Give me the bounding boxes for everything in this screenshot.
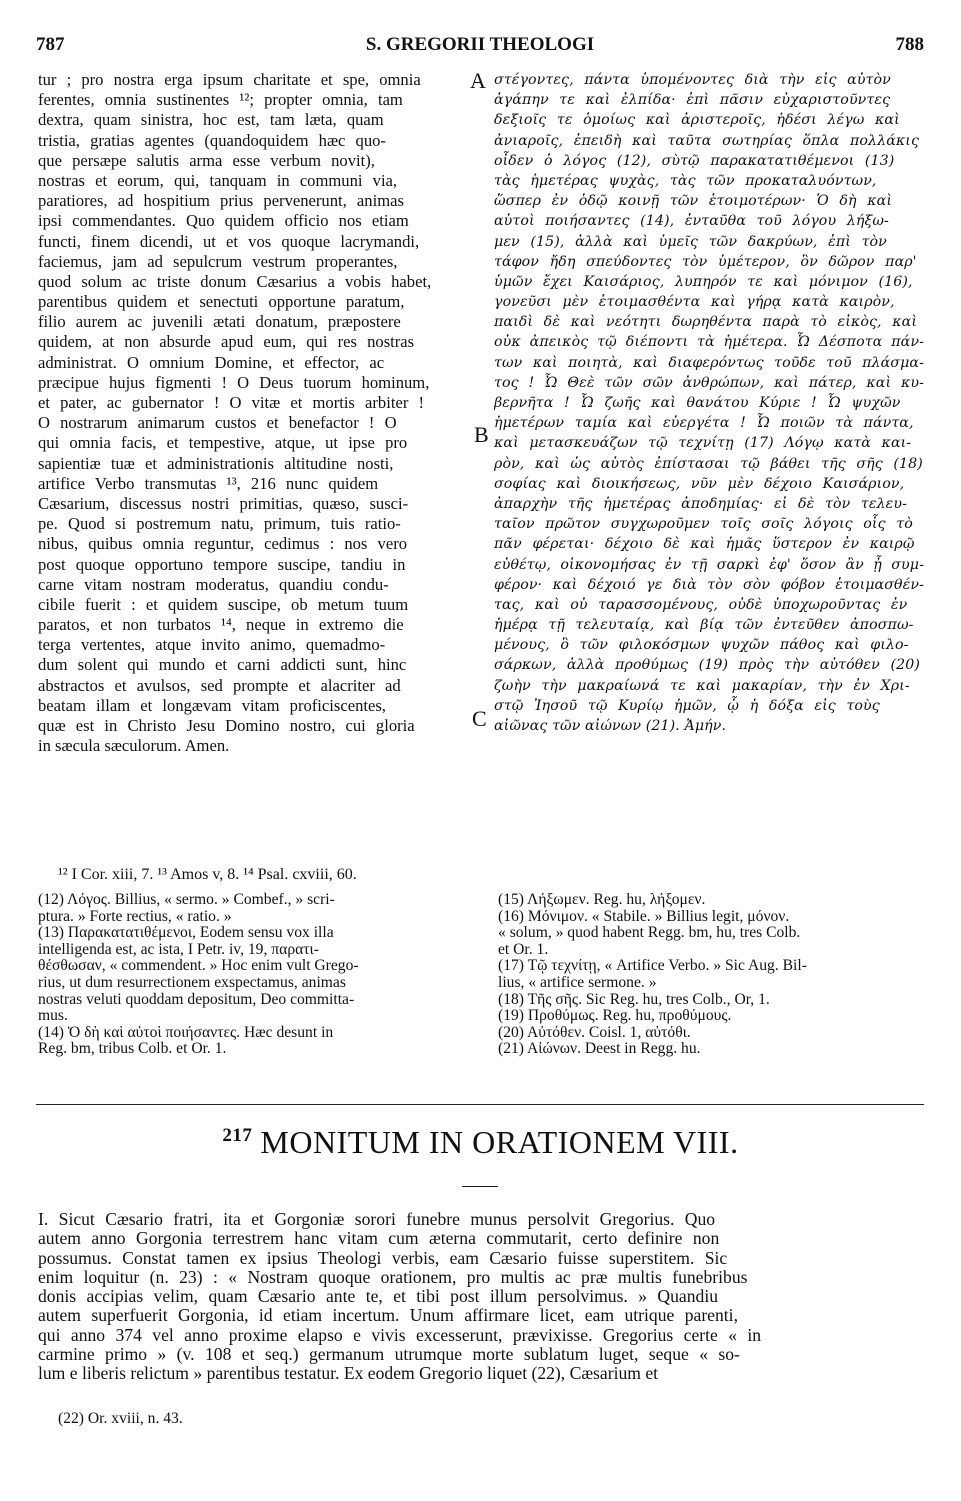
- note-line: ptura. » Forte rectius, « ratio. »: [38, 908, 232, 925]
- greek-line: ὑμῶν ἔχει Καισάριος, λυπηρόν τε καὶ μόνιμον (16),: [494, 273, 913, 290]
- footnote-22: (22) Or. xviii, n. 43.: [58, 1410, 183, 1427]
- margin-marker-b: B: [474, 422, 489, 447]
- greek-line: των καὶ ποιητὰ, καὶ διαφερόντως τοῦδε τοῦ πλάσμα-: [494, 354, 924, 371]
- greek-column: [494, 70, 924, 736]
- note-line: Reg. bm, tribus Colb. et Or. 1.: [38, 1041, 227, 1058]
- greek-line: ἀνιαροῖς, ἐπειδὴ καὶ ταῦτα σωτηρίας ὅπλα πολλάκις: [494, 132, 920, 149]
- latin-line: tristia, gratias agentes (quandoquidem hæc quo-: [38, 130, 386, 150]
- latin-line: paratos, et non turbatos ¹⁴, neque in extremo die: [38, 615, 404, 635]
- latin-line: O nostrarum animarum custos et benefactor ! O: [38, 413, 397, 433]
- running-title: S. GREGORII THEOLOGI: [365, 34, 595, 55]
- latin-line: parentibus quidem et senectuti opportune paratum,: [38, 292, 405, 312]
- note-line: (15) Λήξωμεν. Reg. hu, λήξομεν.: [498, 892, 706, 908]
- latin-line: quæ est in Christo Jesu Domino nostro, cui gloria: [38, 716, 415, 735]
- monitum-line: qui anno 374 vel anno proxime elapso e vivis excesserunt, prævixisse. Gregorius certe « in: [38, 1325, 762, 1345]
- greek-line: ἡμετέρων ταμία καὶ εὐεργέτα ! Ὦ ποιῶν τὰ πάντα,: [494, 415, 914, 432]
- greek-line: φέρον· καὶ δέχοιό γε διὰ τὸν σὸν φόβον ἑτοιμασθέν-: [494, 576, 924, 593]
- latin-line: artifice Verbo transmutas ¹³, 216 nunc quidem: [38, 473, 379, 493]
- notes-right-column: [498, 892, 926, 1058]
- note-line: et Or. 1.: [498, 941, 549, 958]
- greek-line: ρὸν, καὶ ὡς αὐτὸς ἐπίστασαι τῷ βάθει τῆς σῆς (18): [494, 455, 923, 472]
- note-line: mus.: [38, 1008, 68, 1025]
- latin-line: quidem, at non absurde apud eum, qui res nostras: [38, 332, 415, 352]
- note-line: (18) Τῆς σῆς. Sic Reg. hu, tres Colb., Or, 1.: [498, 991, 770, 1008]
- greek-line: οἶδεν ὁ λόγος (12), σὺτῷ παρακατατιθέμενοι (13): [494, 152, 895, 169]
- section-number: 217: [222, 1125, 253, 1146]
- latin-line: dextra, quam sinistra, hoc est, tam læta, quam: [38, 110, 384, 130]
- greek-line: ἡμέρᾳ τῇ τελευταίᾳ, καὶ βίᾳ τῶν ἐντεῦθεν ἀποσπω-: [494, 617, 914, 634]
- monitum-line: carmine primo » (v. 108 et seq.) germanum utrumque morte sublatum luget, seque « so-: [38, 1345, 740, 1365]
- greek-line: τὰς ἡμετέρας ψυχὰς, τὰς τῶν προκαταλυόντων,: [494, 172, 877, 189]
- note-line: (21) Αἰώνων. Deest in Regg. hu.: [498, 1041, 701, 1058]
- notes-left-column: [38, 892, 468, 1058]
- note-line: (14) Ὁ δὴ καὶ αὐτοὶ ποιήσαντες. Hæc desunt in: [38, 1024, 334, 1041]
- latin-line: functi, finem dicendi, ut et vos quoque lacrymandi,: [38, 231, 420, 251]
- latin-line: que persæpe salutis arma esse verbum novit),: [38, 150, 375, 170]
- monitum-line: enim loquitur (n. 23) : « Nostram quoque orationem, pro multis ac præ multis funebribus: [38, 1267, 748, 1287]
- note-line: (12) Λόγος. Billius, « sermo. » Combef., » scri-: [38, 892, 335, 908]
- latin-line: et pater, ac gubernator ! O vitæ et mortis arbiter !: [38, 393, 425, 412]
- greek-line: αἰῶνας τῶν αἰώνων (21). Ἀμήν.: [494, 718, 727, 734]
- latin-line: cibile fuerit : et quidem suscipe, ob metum tuum: [38, 594, 409, 614]
- latin-line: præcipue hujus figmenti ! O Deus tuorum hominum,: [38, 372, 430, 392]
- greek-line: στῷ Ἰησοῦ τῷ Κυρίῳ ἡμῶν, ᾧ ἡ δόξα εἰς τοὺς: [494, 697, 880, 714]
- latin-column: [38, 70, 470, 756]
- latin-line: sapientiæ tuæ et administrationis altitudine nosti,: [38, 453, 394, 473]
- latin-line: tur ; pro nostra erga ipsum charitate et spe, omnia: [38, 70, 421, 89]
- greek-line: οὐκ ἀπεικὸς τῷ διέποντι τὰ ἡμέτερα. Ὦ Δέσποτα πάν-: [494, 334, 924, 351]
- note-line: lius, « artifice sermone. »: [498, 974, 657, 991]
- title-rule: [462, 1186, 498, 1187]
- greek-line: τάφον ἤδη σπεύδοντες τὸν ὑμέτερον, ὃν δῶρον παρ': [494, 253, 917, 270]
- greek-line: μεν (15), ἀλλὰ καὶ ὑμεῖς τῶν δακρύων, ἐπὶ τὸν: [494, 233, 887, 250]
- greek-line: ὥσπερ ἐν ὁδῷ κοινῇ τῶν ἑτοιμοτέρων· Ὁ δὴ καὶ: [494, 193, 892, 210]
- section-divider: [36, 1104, 924, 1105]
- latin-line: abstractos et avulsos, sed prompte et alacriter ad: [38, 675, 401, 695]
- page-header: [36, 34, 924, 56]
- note-line: (17) Τῷ τεχνίτῃ, « Artifice Verbo. » Sic Aug. Bil-: [498, 958, 807, 975]
- monitum-line: autem anno Gorgonia terrestrem hanc vitam cum æterna commutarit, certo definire non: [38, 1229, 720, 1249]
- latin-line: Cæsarium, discessus nostri primitias, quæso, susci-: [38, 493, 409, 513]
- section-title: [0, 1124, 961, 1161]
- latin-line: qui omnia facis, et tempestive, atque, ut ipse pro: [38, 433, 408, 453]
- greek-line: σάρκων, ἀλλὰ προθύμως (19) πρὸς τὴν αὐτόθεν (20): [494, 657, 920, 674]
- latin-line: terga vertentes, atque invito animo, quemadmo-: [38, 635, 386, 655]
- greek-line: αὐτοὶ ποιήσαντες (14), ἐνταῦθα τοῦ λόγου λήξω-: [494, 213, 889, 230]
- greek-line: δεξιοῖς τε ὁμοίως καὶ ἀριστεροῖς, ἡδέσι λέγω καὶ: [494, 112, 900, 129]
- latin-line: administrat. O omnium Domine, et effector, ac: [38, 352, 385, 372]
- scripture-references: ¹² I Cor. xiii, 7. ¹³ Amos v, 8. ¹⁴ Psal. cxviii, 60.: [58, 866, 357, 883]
- latin-line: pe. Quod si postremum natu, primum, tuis ratio-: [38, 514, 401, 534]
- latin-line: ferentes, omnia sustinentes ¹²; propter omnia, tam: [38, 90, 403, 110]
- monitum-line: donis accipias velim, quam Cæsario ante te, et tibi post illum persolvimus. » Quandiu: [38, 1287, 719, 1307]
- latin-line: nibus, quibus omnia reguntur, cedimus : nos vero: [38, 534, 408, 554]
- note-line: nostras veluti quoddam depositum, Deo committa-: [38, 991, 355, 1008]
- margin-marker-c: C: [472, 706, 487, 731]
- page-number-left: 787: [36, 34, 65, 55]
- note-line: (19) Προθύμως. Reg. hu, προθύμους.: [498, 1008, 732, 1025]
- greek-line: ἀγάπην τε καὶ ἐλπίδα· ἐπὶ πᾶσιν εὐχαριστοῦντες: [494, 92, 891, 109]
- greek-line: ταῖον πρῶτον συγχωροῦμεν τοῖς σοῖς λόγοις οἷς τὸ: [494, 516, 913, 533]
- note-line: θέσθωσαν, « commendent. » Hoc enim vult Grego-: [38, 958, 359, 975]
- note-line: « solum, » quod habent Regg. bm, hu, tres Colb.: [498, 925, 801, 942]
- note-line: intelligenda est, ac ista, I Petr. iv, 19, παρατι-: [38, 941, 319, 958]
- monitum-line: I. Sicut Cæsario fratri, ita et Gorgoniæ sorori funebre munus persolvit Gregorius. Quo: [38, 1210, 716, 1229]
- note-line: (16) Μόνιμον. « Stabile. » Billius legit, μόνον.: [498, 908, 790, 925]
- latin-line: nostras et eorum, qui, tanquam in communi via,: [38, 170, 398, 190]
- greek-line: γονεῦσι μὲν ἑτοιμασθέντα καὶ γήρᾳ κατὰ καιρὸν,: [494, 294, 895, 311]
- section-heading: MONITUM IN ORATIONEM VIII.: [260, 1124, 739, 1160]
- greek-line: τας, καὶ οὐ ταρασσομένους, οὐδὲ ὑποχωροῦντας ἐν: [494, 596, 908, 613]
- latin-line: paratiores, ad hospitium prius pervenerunt, animas: [38, 191, 404, 211]
- note-line: (20) Αὐτόθεν. Coisl. 1, αὐτόθι.: [498, 1024, 691, 1041]
- latin-line: carne vitam nostram moderatus, quandiu condu-: [38, 574, 389, 594]
- latin-line: quod solum ac triste donum Cæsarius a vobis habet,: [38, 271, 432, 291]
- greek-line: ζωὴν τὴν μακραίωνά τε καὶ μακαρίαν, τὴν ἐν Χρι-: [494, 677, 910, 694]
- greek-line: πᾶν φέρεται· δέχοιο δὲ καὶ ἡμᾶς ὕστερον ἐν καιρῷ: [494, 536, 915, 553]
- greek-line: στέγοντες, πάντα ὑπομένοντες διὰ τὴν εἰς αὐτὸν: [494, 72, 891, 88]
- greek-line: τος ! Ὦ Θεὲ τῶν σῶν ἀνθρώπων, καὶ πάτερ, καὶ κυ-: [494, 374, 924, 391]
- margin-marker-a: A: [470, 68, 486, 93]
- monitum-text: [38, 1210, 926, 1384]
- greek-line: σοφίας καὶ διοικήσεως, νῦν μὲν δέχοιο Καισάριον,: [494, 475, 905, 492]
- page-number-right: 788: [895, 34, 924, 55]
- note-line: (13) Παρακατατιθέμενοι, Eodem sensu vox illa: [38, 925, 334, 942]
- latin-line: faciemus, jam ad sepulcrum vestrum properantes,: [38, 251, 398, 271]
- greek-line: μένους, ὃ τῶν φιλοκόσμων ψυχῶν πάθος καὶ φιλο-: [494, 637, 909, 654]
- greek-line: βερνῆτα ! Ὦ ζωῆς καὶ θανάτου Κύριε ! Ὦ ψυχῶν: [494, 395, 901, 411]
- monitum-line: lum e liberis relictum » parentibus testatur. Ex eodem Gregorio liquet (22), Cæsarium et: [38, 1364, 659, 1384]
- note-line: rius, ut dum resurrectionem exspectamus, animas: [38, 974, 346, 991]
- greek-line: ἀπαρχὴν τῆς ἡμετέρας ἀποδημίας· εἰ δὲ τὸν τελευ-: [494, 495, 908, 512]
- greek-line: παιδὶ δὲ καὶ νεότητι δωρηθέντα παρὰ τὸ εἰκὸς, καὶ: [494, 314, 917, 331]
- greek-line: εὐθέτῳ, οἰκονομήσας ἐν τῇ σαρκὶ ἐφ' ὅσον ἂν ᾖ συμ-: [494, 556, 924, 573]
- latin-line: dum solent qui mundo et carni addicti sunt, hinc: [38, 655, 407, 675]
- monitum-line: autem superfuerit Gorgonia, id etiam incertum. Unum affirmare licet, eam utrique parenti,: [38, 1306, 738, 1326]
- greek-line: καὶ μετασκευάζων τῷ τεχνίτῃ (17) Λόγῳ κατὰ και-: [494, 435, 912, 452]
- latin-line: ipsi commendantes. Quo quidem officio nos etiam: [38, 211, 409, 231]
- latin-line: filio aurem ac juvenili ætati donatum, præpostere: [38, 312, 401, 332]
- monitum-line: possumus. Constat tamen ex ipsius Theologi verbis, eam Cæsario fuisse superstitem. Sic: [38, 1248, 728, 1268]
- latin-line: in sæcula sæculorum. Amen.: [38, 736, 230, 756]
- latin-line: beatam illam et longævam vitam proficiscentes,: [38, 695, 386, 715]
- latin-line: post quoque opportuno tempore suscipe, tandiu in: [38, 554, 406, 574]
